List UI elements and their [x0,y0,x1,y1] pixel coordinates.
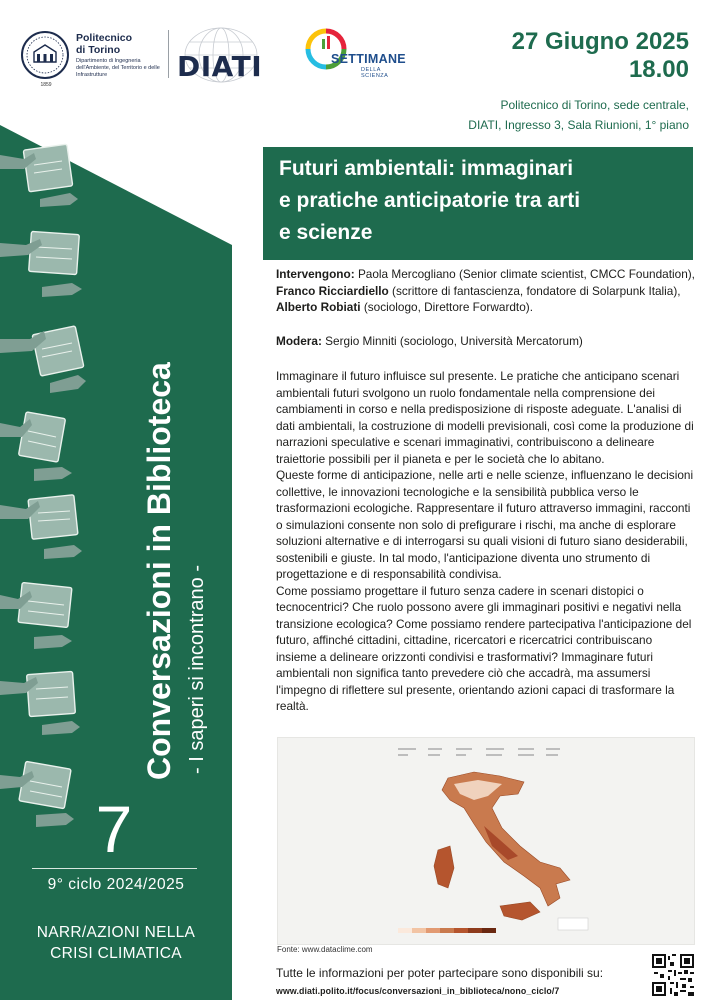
diati-wordmark: DIATI [177,50,263,83]
description-paragraph: Queste forme di anticipazione, nelle arti e nelle scienze, influenzano le decisioni collettive, le innovazioni tecnologiche e la sensibilità pubblica verso le trasformazioni ecologiche. Rappresentare il futuro attraverso immagini, racconti o simulazioni consente non solo di prefigurare i rischi, ma anche di esplorare soluzioni alternative e di interrogarsi su quali visioni di futuro siano desiderabili, sostenibili e giuste. In tal modo, l'anticipazione diventa uno strumento di progettazione e di responsabilità condivisa. [276,468,694,581]
series-number: 7 [95,792,133,866]
polito-department: Dipartimento di Ingegneria dell'Ambiente, del Territorio e delle Infrastrutture [76,58,160,78]
polito-logo [20,30,170,92]
moderator-label: Modera: [276,334,322,348]
cycle-label: 9° ciclo 2024/2025 [47,876,185,893]
event-description [276,368,696,715]
speaker-role: (Senior climate scientist, CMCC Foundation), [458,267,695,281]
event-time: 18.00 [628,56,689,83]
cycle-theme: NARR/AZIONI NELLA CRISI CLIMATICA [36,924,196,962]
cycle-divider [32,868,197,869]
polito-seal-icon [20,30,70,80]
map-source-caption: Fonte: www.dataclime.com [277,945,373,954]
event-venue: Politecnico di Torino, sede centrale, DIATI, Ingresso 3, Sala Riunioni, 1° piano [468,98,689,132]
italy-climate-map [277,737,695,945]
polito-year: 1859 [40,82,52,88]
moderator-text: Sergio Minniti (sociologo, Università Mercatorum) [325,334,583,348]
series-subtitle: - I saperi si incontrano - [186,565,208,774]
description-paragraph: Come possiamo progettare il futuro senza cadere in scenari distopici o tecnocentrici? Che ruolo possono avere gli immaginari positivi e negativi nella transizione ecologica? Come possiamo rendere partecipativa l'anticipazione del futuro, affinché cittadini, cittadine, ricercatori e ricercatrici contribuiscano insieme a delineare orizzonti condivisi e trasformativi? Immaginare futuri ambientali non significa tanto prevedere ciò che accadrà, ma assumersi l'impegno di riflettere sul presente, orientando azioni capaci di trasformare la realtà. [276,583,692,713]
series-title-main: Conversazioni in Biblioteca [141,362,177,780]
logo-divider [168,30,169,78]
footer-info: Tutte le informazioni per poter partecipare sono disponibili su: [276,966,604,980]
speaker-name: Franco Ricciardiello [276,283,389,298]
event-date [512,28,689,84]
speakers-list [276,266,696,316]
speaker-role: (sociologo, Direttore Forwardto). [363,300,533,314]
speaker-role: (scrittore di fantascienza, fondatore di Solarpunk Italia), [392,283,681,298]
event-date-day: 27 Giugno 2025 [511,28,689,55]
settimane-logo [305,28,405,78]
footer-url-link[interactable]: www.diati.polito.it/focus/conversazioni_in_biblioteca/nono_ciclo/7 [276,986,560,996]
speakers-label: Intervengono: [276,267,355,281]
diati-logo [173,26,265,84]
event-title: Futuri ambientali: immaginari e pratiche anticipatorie tra arti e scienze [279,157,581,244]
speaker-name: Alberto Robiati [276,300,361,314]
speaker-name: Paola Mercogliano [357,267,456,281]
qr-code-icon[interactable] [652,954,694,996]
settimane-subtitle: DELLA SCIENZA [361,67,389,79]
description-paragraph: Immaginare il futuro influisce sul presente. Le pratiche che anticipano scenari ambientali futuri svolgono un ruolo fondamentale nella comprensione dei cambiamenti in corso e nella predisposizione di risposte adeguate. L'analisi di dati ambientali, la costruzione di modelli previsionali, così come la produzione di narrazioni speculative e scenari immaginativi, contribuiscono a delineare traiettorie possibili per il pianeta e per le società che lo abitano. [276,369,694,466]
moderator [276,333,696,350]
settimane-wordmark: SETTIMANE [331,52,406,66]
polito-name: Politecnico di Torino [76,32,133,56]
